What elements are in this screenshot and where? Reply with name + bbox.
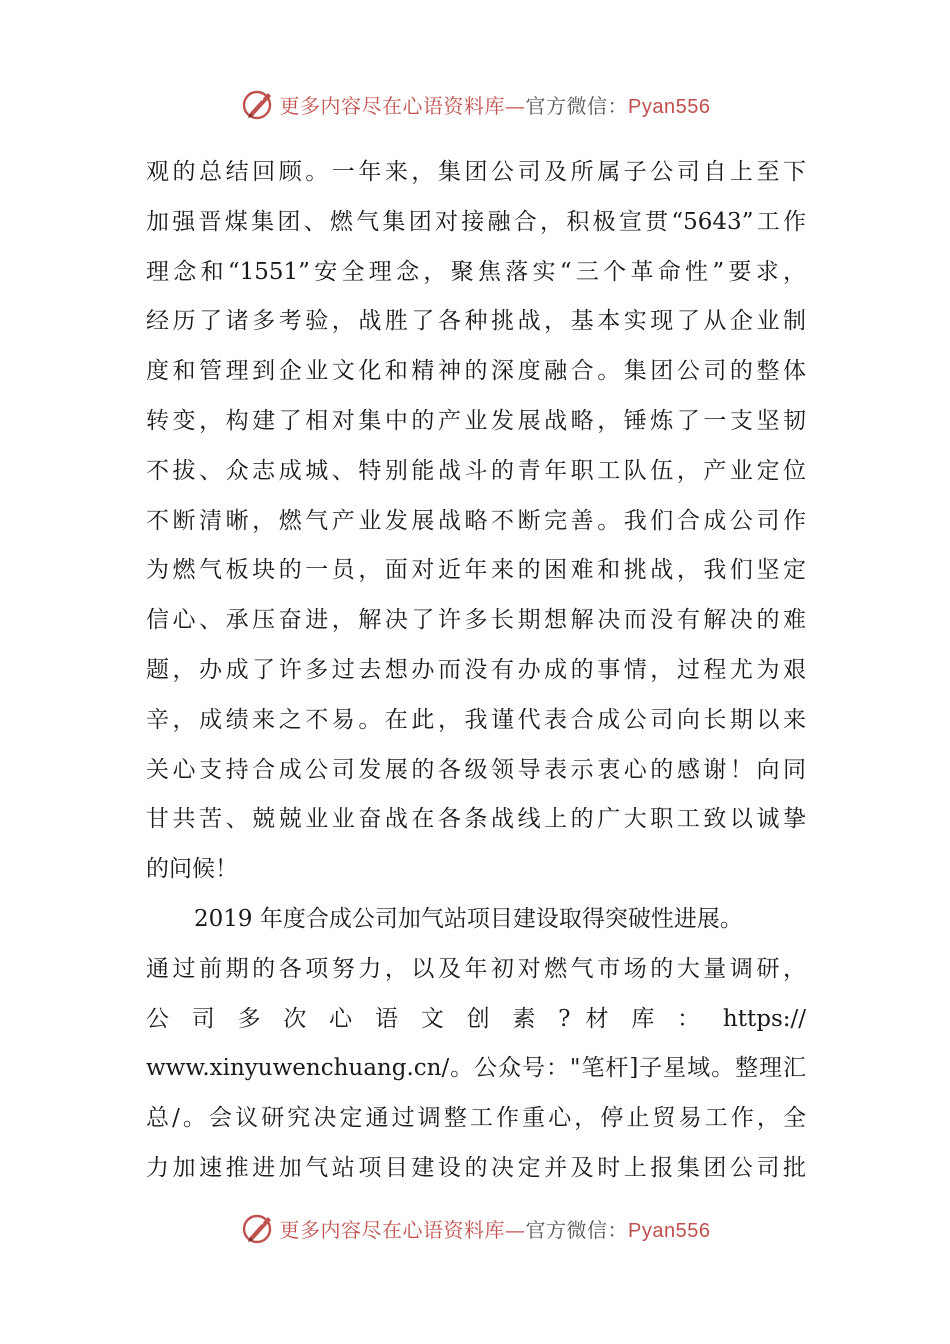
paragraph-line: 为燃气板块的一员，面对近年来的困难和挑战，我们坚定 (146, 557, 806, 584)
paragraph-line: 力加速推进加气站项目建设的决定并及时上报集团公司批 (146, 1154, 806, 1181)
banner-site-text: 更多内容尽在心语资料库— (279, 1217, 526, 1242)
paragraph-line: 理念和“1551”安全理念，聚焦落实“三个革命性”要求， (146, 258, 806, 285)
footer-banner (0, 1208, 950, 1248)
paragraph-line: www.xinyuwenchuang.cn/。公众号："笔杆]子星域。整理汇 (146, 1055, 806, 1082)
paragraph-line: 经历了诸多考验，战胜了各种挑战，基本实现了从企业制 (146, 308, 806, 335)
paragraph-line: 的问候！ (146, 856, 238, 883)
paragraph-line: 加强晋煤集团、燃气集团对接融合，积极宣贯“5643”工作 (146, 208, 806, 235)
paragraph-line: 辛，成绩来之不易。在此，我谨代表合成公司向长期以来 (146, 706, 806, 733)
header-banner (0, 84, 950, 124)
paragraph-line: 转变，构建了相对集中的产业发展战略，锤炼了一支坚韧 (146, 407, 806, 434)
paragraph-line: 甘共苦、兢兢业业奋战在各条战线上的广大职工致以诚挚 (146, 806, 806, 833)
paragraph-line: 不拔、众志成城、特别能战斗的青年职工队伍，产业定位 (146, 457, 806, 484)
pen-logo-icon (240, 86, 276, 122)
banner-wechat-label: 官方微信： (525, 93, 629, 118)
document-body (146, 148, 806, 1194)
paragraph-line: 总/。会议研究决定通过调整工作重心，停止贸易工作，全 (146, 1105, 806, 1132)
paragraph-line: 不断清晰，燃气产业发展战略不断完善。我们合成公司作 (146, 507, 806, 534)
paragraph-line: 题，办成了许多过去想办而没有办成的事情，过程尤为艰 (146, 656, 806, 683)
paragraph-line: 关心支持合成公司发展的各级领导表示衷心的感谢！向同 (146, 756, 806, 783)
banner-wechat-label: 官方微信： (525, 1217, 629, 1242)
banner-wechat-id: Pyan556 (628, 95, 711, 118)
banner-site-text: 更多内容尽在心语资料库— (279, 93, 526, 118)
paragraph-line: 信心、承压奋进，解决了许多长期想解决而没有解决的难 (146, 607, 806, 634)
banner-text (280, 1214, 711, 1243)
paragraph-line: 通过前期的各项努力，以及年初对燃气市场的大量调研， (146, 955, 806, 982)
paragraph-line: 观的总结回顾。一年来，集团公司及所属子公司自上至下 (146, 159, 806, 185)
banner-text (280, 90, 711, 119)
paragraph-line: 2019 年度合成公司加气站项目建设取得突破性进展。 (194, 905, 743, 932)
banner-wechat-id: Pyan556 (628, 1219, 711, 1242)
paragraph-line: 公 司 多 次 心 语 文 创 素 ? 材 库 ： https:// (146, 1005, 806, 1032)
pen-logo-icon (240, 1210, 276, 1246)
paragraph-line: 度和管理到企业文化和精神的深度融合。集团公司的整体 (146, 358, 806, 385)
